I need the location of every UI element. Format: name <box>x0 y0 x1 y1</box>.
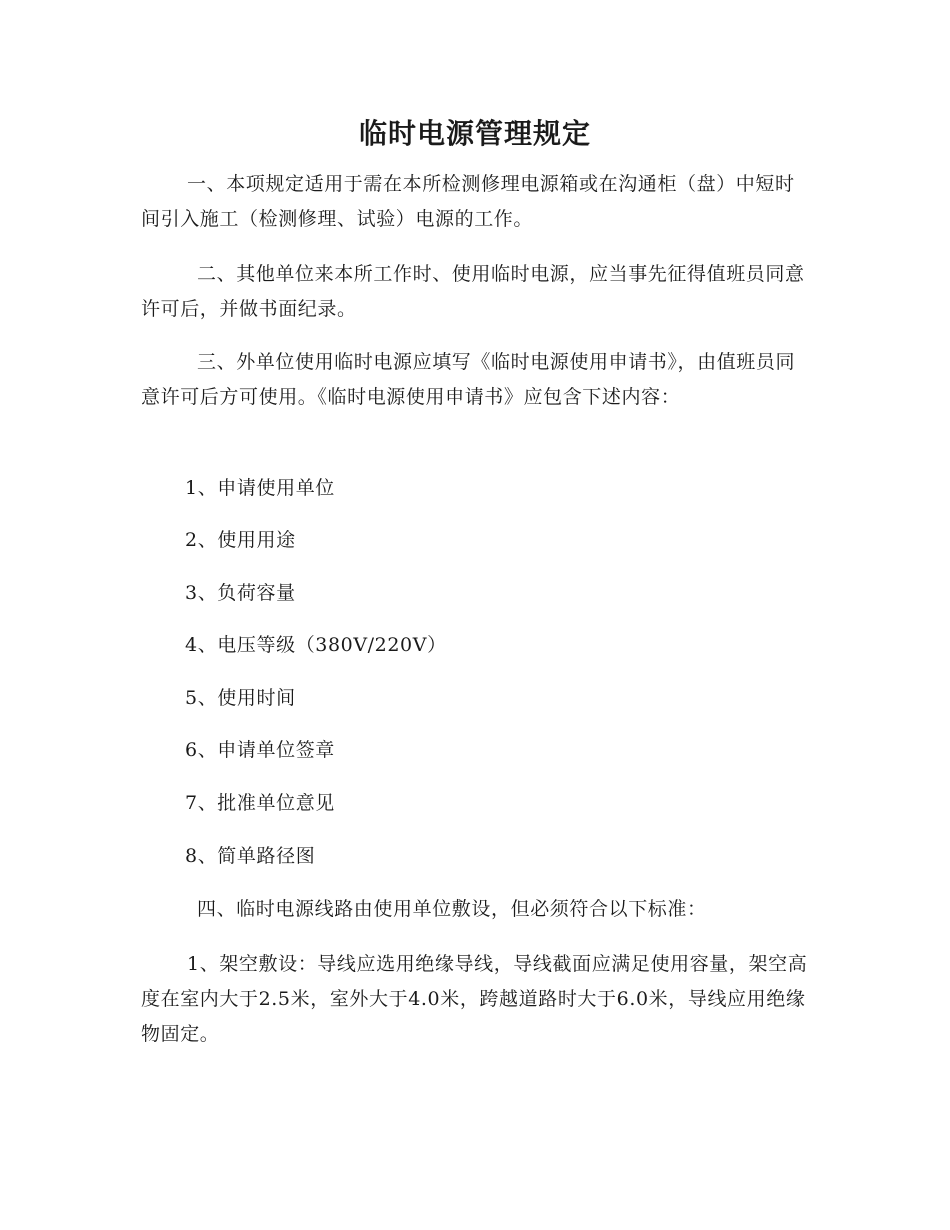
list-item: 7、批准单位意见 <box>185 792 335 814</box>
list-item: 8、简单路径图 <box>185 845 316 867</box>
list-item: 3、负荷容量 <box>185 582 296 604</box>
paragraph-application: 三、外单位使用临时电源应填写《临时电源使用申请书》，由值班员同意许可后方可使用。《临时电源使用申请书》应包含下述内容： <box>141 351 796 408</box>
list-item: 6、申请单位签章 <box>185 739 335 761</box>
paragraph-wiring-standard: 四、临时电源线路由使用单位敷设，但必须符合以下标准： <box>197 898 707 920</box>
list-item: 1、申请使用单位 <box>185 477 335 499</box>
paragraph-scope: 一、本项规定适用于需在本所检测修理电源箱或在沟通柜（盘）中短时间引入施工（检测修理、试验）电源的工作。 <box>141 173 795 230</box>
paragraph-overhead-laying: 1、架空敷设：导线应选用绝缘导线，导线截面应满足使用容量，架空高度在室内大于2.5米，室外大于4.0米，跨越道路时大于6.0米，导线应用绝缘物固定。 <box>141 953 808 1045</box>
list-item: 5、使用时间 <box>185 687 296 709</box>
paragraph-other-units: 二、其他单位来本所工作时、使用临时电源，应当事先征得值班员同意许可后，并做书面纪录。 <box>141 263 805 320</box>
list-item: 4、电压等级（380V/220V） <box>185 634 447 656</box>
list-item: 2、使用用途 <box>185 529 296 551</box>
document-title: 临时电源管理规定 <box>358 117 591 150</box>
